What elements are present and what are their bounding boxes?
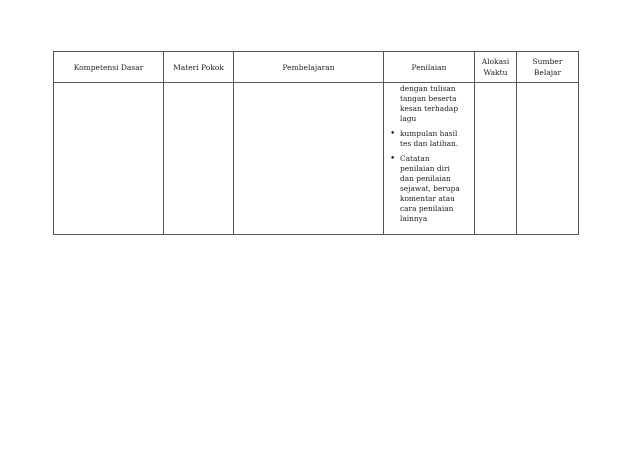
cell-kompetensi-dasar xyxy=(54,83,164,235)
cell-alokasi-waktu xyxy=(475,83,517,235)
header-sumber-line2: Belajar xyxy=(533,68,562,77)
header-alokasi-waktu xyxy=(475,52,517,83)
header-kompetensi-dasar-label: Kompetensi Dasar xyxy=(73,62,144,72)
header-pembelajaran-label: Pembelajaran xyxy=(282,62,335,72)
header-penilaian xyxy=(384,52,475,83)
header-penilaian-label: Penilaian xyxy=(411,62,447,72)
lesson-plan-table xyxy=(53,51,579,235)
header-sumber-line1: Sumber xyxy=(532,57,563,66)
cell-sumber-belajar xyxy=(517,83,579,235)
penilaian-bullet-item: • kumpulan hasil tes dan latihan. xyxy=(390,129,470,149)
cell-penilaian xyxy=(384,83,475,235)
penilaian-continuation-text: dengan tulisan tangan beserta kesan terhadap lagu xyxy=(400,84,459,123)
header-materi-pokok xyxy=(164,52,234,83)
header-pembelajaran xyxy=(234,52,384,83)
table-row xyxy=(54,83,579,235)
header-sumber-belajar xyxy=(517,52,579,83)
header-kompetensi-dasar xyxy=(54,52,164,83)
header-materi-pokok-label: Materi Pokok xyxy=(173,62,224,72)
header-alokasi-line1: Alokasi xyxy=(481,57,510,66)
cell-materi-pokok xyxy=(164,83,234,235)
cell-pembelajaran xyxy=(234,83,384,235)
header-alokasi-line2: Waktu xyxy=(483,68,508,77)
penilaian-bullet-item: • Catatan penilaian diri dan penilaian sejawat, berupa komentar atau cara penilaian lainnya xyxy=(390,154,470,224)
header-row xyxy=(54,52,579,83)
